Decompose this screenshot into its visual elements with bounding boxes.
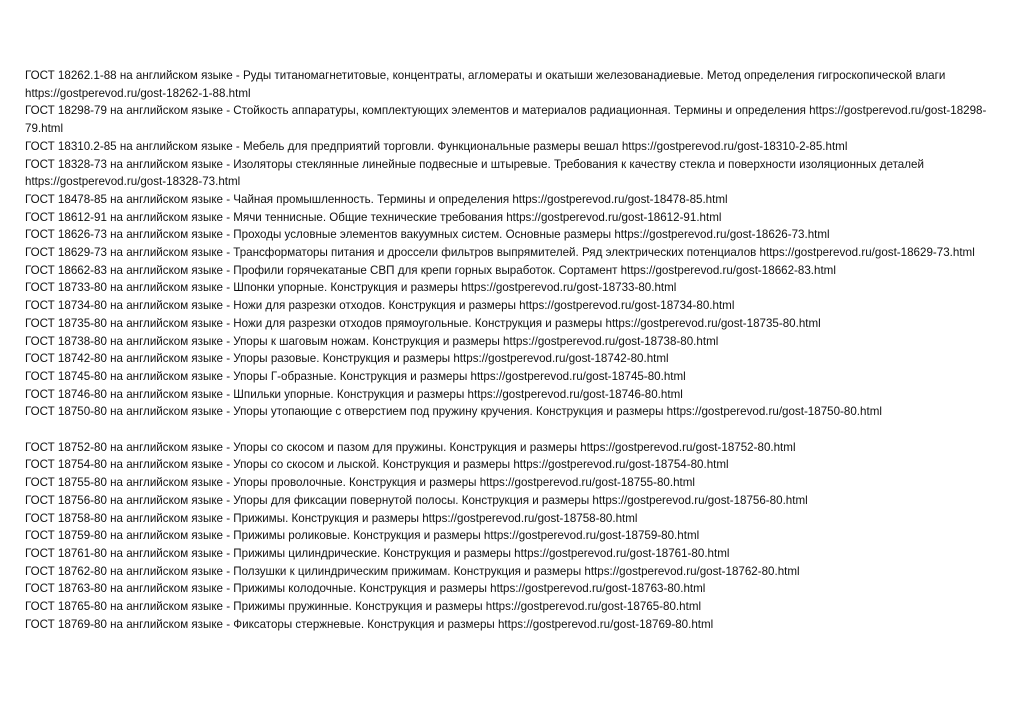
list-item: ГОСТ 18626-73 на английском языке - Проходы условные элементов вакуумных систем. Основные размеры https://gostperevod.ru/gost-18626-73.html: [25, 228, 830, 242]
list-item: ГОСТ 18612-91 на английском языке - Мячи теннисные. Общие технические требования https://gostperevod.ru/gost-18612-91.html: [25, 210, 722, 224]
list-item: ГОСТ 18762-80 на английском языке - Ползушки к цилиндрическим прижимам. Конструкция и размеры https://gostperevod.ru/gost-18762-80.html: [25, 564, 800, 578]
paragraph-gap: [25, 421, 1001, 439]
list-item: ГОСТ 18761-80 на английском языке - Прижимы цилиндрические. Конструкция и размеры https://gostperevod.ru/gost-18761-80.html: [25, 546, 730, 560]
list-item: ГОСТ 18662-83 на английском языке - Профили горячекатаные СВП для крепи горных выработок. Сортамент https://gostperevod.ru/gost-18662-83.html: [25, 263, 836, 277]
list-item: ГОСТ 18759-80 на английском языке - Прижимы роликовые. Конструкция и размеры https://gostperevod.ru/gost-18759-80.html: [25, 529, 700, 543]
list-item: ГОСТ 18745-80 на английском языке - Упоры Г-образные. Конструкция и размеры https://gostperevod.ru/gost-18745-80.html: [25, 369, 686, 383]
list-item: ГОСТ 18763-80 на английском языке - Прижимы колодочные. Конструкция и размеры https://gostperevod.ru/gost-18763-80.html: [25, 582, 706, 596]
list-item: ГОСТ 18755-80 на английском языке - Упоры проволочные. Конструкция и размеры https://gostperevod.ru/gost-18755-80.html: [25, 476, 695, 490]
list-item: ГОСТ 18758-80 на английском языке - Прижимы. Конструкция и размеры https://gostperevod.ru/gost-18758-80.html: [25, 511, 638, 525]
list-item: ГОСТ 18262.1-88 на английском языке - Руды титаномагнетитовые, концентраты, агломераты и окатыши железованадиевые. Метод определения гигроскопической влаги https://gostperevod.ru/gost-18262-1-88.html: [25, 69, 946, 100]
list-item: ГОСТ 18756-80 на английском языке - Упоры для фиксации повернутой полосы. Конструкция и размеры https://gostperevod.ru/gost-18756-80.html: [25, 493, 808, 507]
list-item: ГОСТ 18734-80 на английском языке - Ножи для разрезки отходов. Конструкция и размеры https://gostperevod.ru/gost-18734-80.html: [25, 299, 735, 313]
list-item: ГОСТ 18310.2-85 на английском языке - Мебель для предприятий торговли. Функциональные размеры вешал https://gostperevod.ru/gost-18310-2-85.html: [25, 139, 848, 153]
list-item: ГОСТ 18752-80 на английском языке - Упоры со скосом и пазом для пружины. Конструкция и размеры https://gostperevod.ru/gost-18752-80.html: [25, 440, 796, 454]
entry-list-group-1: [25, 67, 1001, 421]
list-item: ГОСТ 18298-79 на английском языке - Стойкость аппаратуры, комплектующих элементов и материалов радиационная. Термины и определения https://gostperevod.ru/gost-18298-79.html: [25, 104, 987, 136]
list-item: ГОСТ 18629-73 на английском языке - Трансформаторы питания и дроссели фильтров выпрямителей. Ряд электрических потенциалов https://gostperevod.ru/gost-18629-73.html: [25, 246, 975, 260]
list-item: ГОСТ 18746-80 на английском языке - Шпильки упорные. Конструкция и размеры https://gostperevod.ru/gost-18746-80.html: [25, 387, 683, 401]
list-item: ГОСТ 18742-80 на английском языке - Упоры разовые. Конструкция и размеры https://gostperevod.ru/gost-18742-80.html: [25, 352, 669, 366]
list-item: ГОСТ 18478-85 на английском языке - Чайная промышленность. Термины и определения https://gostperevod.ru/gost-18478-85.html: [25, 192, 728, 206]
list-item: ГОСТ 18754-80 на английском языке - Упоры со скосом и лыской. Конструкция и размеры https://gostperevod.ru/gost-18754-80.html: [25, 458, 729, 472]
document-page: [25, 67, 1001, 633]
entry-list-group-2: [25, 439, 1001, 634]
list-item: ГОСТ 18735-80 на английском языке - Ножи для разрезки отходов прямоугольные. Конструкция и размеры https://gostperevod.ru/gost-18735-80.html: [25, 316, 821, 330]
list-item: ГОСТ 18328-73 на английском языке - Изоляторы стеклянные линейные подвесные и штыревые. Требования к качеству стекла и поверхности изоляционных деталей https://gostperevod.ru/gost-18328-73.html: [25, 157, 924, 189]
list-item: ГОСТ 18765-80 на английском языке - Прижимы пружинные. Конструкция и размеры https://gostperevod.ru/gost-18765-80.html: [25, 600, 702, 614]
list-item: ГОСТ 18738-80 на английском языке - Упоры к шаговым ножам. Конструкция и размеры https://gostperevod.ru/gost-18738-80.html: [25, 334, 719, 348]
list-item: ГОСТ 18733-80 на английском языке - Шпонки упорные. Конструкция и размеры https://gostperevod.ru/gost-18733-80.html: [25, 281, 677, 295]
list-item: ГОСТ 18769-80 на английском языке - Фиксаторы стержневые. Конструкция и размеры https://gostperevod.ru/gost-18769-80.html: [25, 617, 714, 631]
list-item: ГОСТ 18750-80 на английском языке - Упоры утопающие с отверстием под пружину кручения. Конструкция и размеры https://gostperevod.ru/gost-18750-80.html: [25, 405, 882, 419]
